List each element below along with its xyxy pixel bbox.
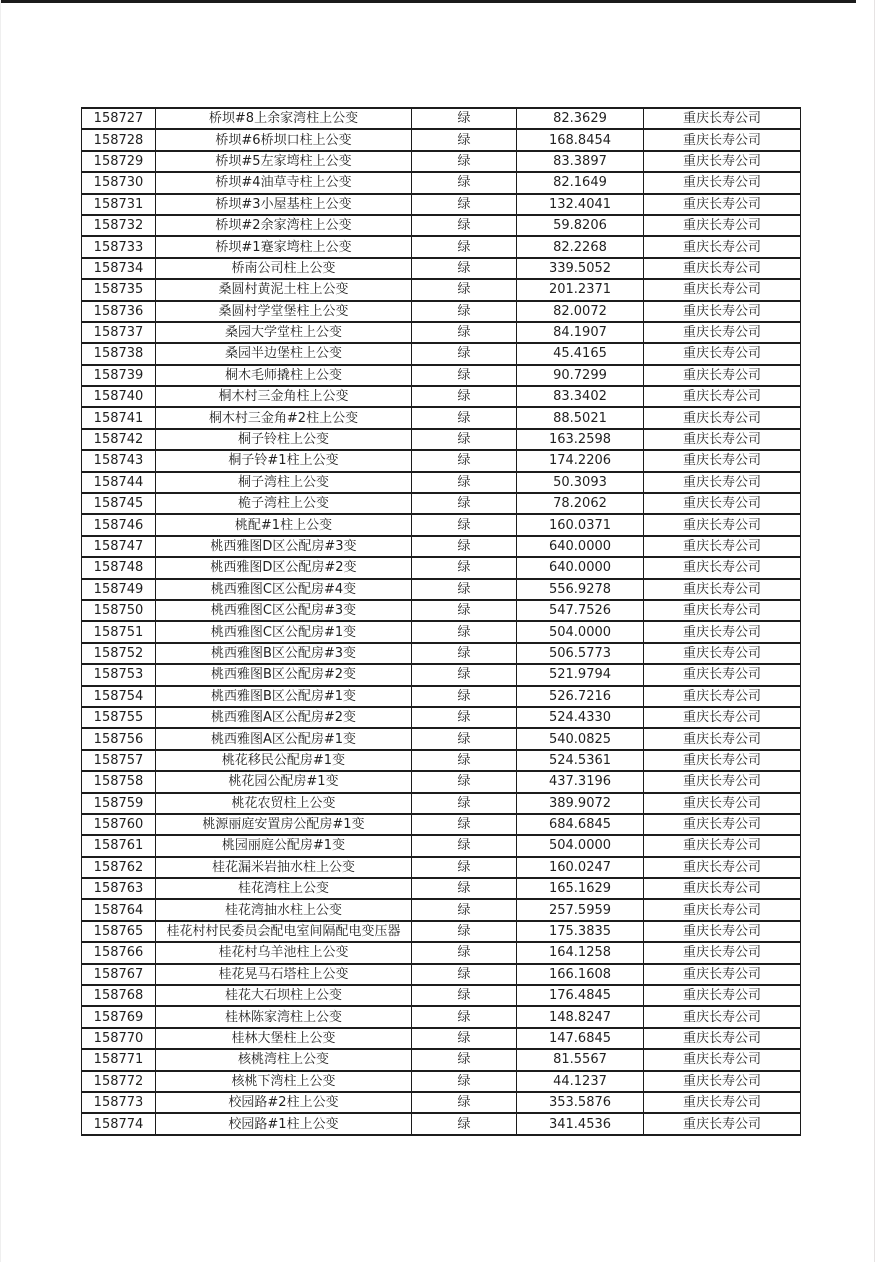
company-cell: 重庆长寿公司 <box>644 707 801 728</box>
device-name-cell: 校园路#1柱上公变 <box>156 1113 412 1134</box>
value-cell: 88.5021 <box>517 407 644 428</box>
row-id-cell: 158752 <box>82 643 156 664</box>
device-name-cell: 桐木村三金角柱上公变 <box>156 386 412 407</box>
status-cell: 绿 <box>412 1113 517 1134</box>
table-row <box>82 343 801 364</box>
company-cell: 重庆长寿公司 <box>644 151 801 172</box>
status-cell: 绿 <box>412 472 517 493</box>
device-name-cell: 桐子铃柱上公变 <box>156 429 412 450</box>
table-row <box>82 172 801 193</box>
row-id-cell: 158729 <box>82 151 156 172</box>
value-cell: 174.2206 <box>517 450 644 471</box>
value-cell: 504.0000 <box>517 621 644 642</box>
company-cell: 重庆长寿公司 <box>644 236 801 257</box>
row-id-cell: 158734 <box>82 258 156 279</box>
company-cell: 重庆长寿公司 <box>644 322 801 343</box>
table-row <box>82 621 801 642</box>
table-row <box>82 429 801 450</box>
status-cell: 绿 <box>412 536 517 557</box>
table-row <box>82 301 801 322</box>
status-cell: 绿 <box>412 942 517 963</box>
status-cell: 绿 <box>412 365 517 386</box>
row-id-cell: 158748 <box>82 557 156 578</box>
table-row <box>82 664 801 685</box>
table-row <box>82 771 801 792</box>
table-row <box>82 985 801 1006</box>
value-cell: 257.5959 <box>517 899 644 920</box>
value-cell: 168.8454 <box>517 129 644 150</box>
table-row <box>82 514 801 535</box>
company-cell: 重庆长寿公司 <box>644 750 801 771</box>
table-row <box>82 600 801 621</box>
row-id-cell: 158751 <box>82 621 156 642</box>
status-cell: 绿 <box>412 964 517 985</box>
table-row <box>82 279 801 300</box>
device-name-cell: 桐木村三金角#2柱上公变 <box>156 407 412 428</box>
value-cell: 82.0072 <box>517 301 644 322</box>
row-id-cell: 158749 <box>82 579 156 600</box>
device-name-cell: 桐子湾柱上公变 <box>156 472 412 493</box>
status-cell: 绿 <box>412 686 517 707</box>
status-cell: 绿 <box>412 899 517 920</box>
row-id-cell: 158768 <box>82 985 156 1006</box>
status-cell: 绿 <box>412 857 517 878</box>
status-cell: 绿 <box>412 493 517 514</box>
value-cell: 684.6845 <box>517 814 644 835</box>
row-id-cell: 158743 <box>82 450 156 471</box>
value-cell: 82.1649 <box>517 172 644 193</box>
company-cell: 重庆长寿公司 <box>644 899 801 920</box>
status-cell: 绿 <box>412 814 517 835</box>
device-name-cell: 桃西雅图C区公配房#1变 <box>156 621 412 642</box>
company-cell: 重庆长寿公司 <box>644 942 801 963</box>
status-cell: 绿 <box>412 386 517 407</box>
company-cell: 重庆长寿公司 <box>644 771 801 792</box>
row-id-cell: 158731 <box>82 194 156 215</box>
row-id-cell: 158766 <box>82 942 156 963</box>
row-id-cell: 158753 <box>82 664 156 685</box>
row-id-cell: 158737 <box>82 322 156 343</box>
row-id-cell: 158740 <box>82 386 156 407</box>
table-row <box>82 386 801 407</box>
table-row <box>82 964 801 985</box>
company-cell: 重庆长寿公司 <box>644 964 801 985</box>
table-row <box>82 857 801 878</box>
company-cell: 重庆长寿公司 <box>644 129 801 150</box>
device-name-cell: 桥坝#4油草寺柱上公变 <box>156 172 412 193</box>
company-cell: 重庆长寿公司 <box>644 450 801 471</box>
company-cell: 重庆长寿公司 <box>644 985 801 1006</box>
table-row <box>82 899 801 920</box>
company-cell: 重庆长寿公司 <box>644 386 801 407</box>
table-row <box>82 557 801 578</box>
company-cell: 重庆长寿公司 <box>644 536 801 557</box>
table-row <box>82 108 801 129</box>
scan-artifact-top-line <box>0 0 856 3</box>
row-id-cell: 158774 <box>82 1113 156 1134</box>
row-id-cell: 158747 <box>82 536 156 557</box>
status-cell: 绿 <box>412 707 517 728</box>
device-name-cell: 桂花湾抽水柱上公变 <box>156 899 412 920</box>
value-cell: 45.4165 <box>517 343 644 364</box>
status-cell: 绿 <box>412 194 517 215</box>
row-id-cell: 158736 <box>82 301 156 322</box>
device-name-cell: 桥坝#3小屋基柱上公变 <box>156 194 412 215</box>
scan-artifact-right-line <box>874 0 875 1262</box>
row-id-cell: 158754 <box>82 686 156 707</box>
value-cell: 175.3835 <box>517 921 644 942</box>
device-name-cell: 桥坝#8上余家湾柱上公变 <box>156 108 412 129</box>
device-name-cell: 桂花村村民委员会配电室间隔配电变压器 <box>156 921 412 942</box>
device-name-cell: 桃园丽庭公配房#1变 <box>156 835 412 856</box>
table-row <box>82 707 801 728</box>
value-cell: 82.3629 <box>517 108 644 129</box>
company-cell: 重庆长寿公司 <box>644 1113 801 1134</box>
device-name-cell: 桐木毛师撬柱上公变 <box>156 365 412 386</box>
device-name-cell: 桥坝#2余家湾柱上公变 <box>156 215 412 236</box>
device-name-cell: 校园路#2柱上公变 <box>156 1092 412 1113</box>
device-name-cell: 桃西雅图C区公配房#3变 <box>156 600 412 621</box>
transformer-data-table <box>81 107 801 1136</box>
status-cell: 绿 <box>412 878 517 899</box>
device-name-cell: 桃花农贸柱上公变 <box>156 793 412 814</box>
status-cell: 绿 <box>412 835 517 856</box>
company-cell: 重庆长寿公司 <box>644 686 801 707</box>
company-cell: 重庆长寿公司 <box>644 194 801 215</box>
value-cell: 50.3093 <box>517 472 644 493</box>
status-cell: 绿 <box>412 750 517 771</box>
table-row <box>82 536 801 557</box>
device-name-cell: 桃源丽庭安置房公配房#1变 <box>156 814 412 835</box>
company-cell: 重庆长寿公司 <box>644 472 801 493</box>
row-id-cell: 158739 <box>82 365 156 386</box>
status-cell: 绿 <box>412 1092 517 1113</box>
company-cell: 重庆长寿公司 <box>644 1092 801 1113</box>
table-row <box>82 878 801 899</box>
device-name-cell: 核桃下湾柱上公变 <box>156 1071 412 1092</box>
status-cell: 绿 <box>412 1071 517 1092</box>
table-row <box>82 407 801 428</box>
value-cell: 59.8206 <box>517 215 644 236</box>
status-cell: 绿 <box>412 579 517 600</box>
value-cell: 165.1629 <box>517 878 644 899</box>
table-row <box>82 579 801 600</box>
value-cell: 160.0247 <box>517 857 644 878</box>
company-cell: 重庆长寿公司 <box>644 493 801 514</box>
company-cell: 重庆长寿公司 <box>644 1006 801 1027</box>
value-cell: 526.7216 <box>517 686 644 707</box>
company-cell: 重庆长寿公司 <box>644 835 801 856</box>
row-id-cell: 158755 <box>82 707 156 728</box>
value-cell: 81.5567 <box>517 1049 644 1070</box>
value-cell: 504.0000 <box>517 835 644 856</box>
status-cell: 绿 <box>412 771 517 792</box>
table-row <box>82 1092 801 1113</box>
device-name-cell: 桑圆村黄泥土柱上公变 <box>156 279 412 300</box>
row-id-cell: 158742 <box>82 429 156 450</box>
row-id-cell: 158738 <box>82 343 156 364</box>
status-cell: 绿 <box>412 108 517 129</box>
status-cell: 绿 <box>412 343 517 364</box>
table-row <box>82 258 801 279</box>
value-cell: 201.2371 <box>517 279 644 300</box>
device-name-cell: 桥南公司柱上公变 <box>156 258 412 279</box>
status-cell: 绿 <box>412 600 517 621</box>
value-cell: 163.2598 <box>517 429 644 450</box>
company-cell: 重庆长寿公司 <box>644 557 801 578</box>
table-row <box>82 750 801 771</box>
status-cell: 绿 <box>412 793 517 814</box>
table-row <box>82 151 801 172</box>
company-cell: 重庆长寿公司 <box>644 407 801 428</box>
value-cell: 640.0000 <box>517 536 644 557</box>
device-name-cell: 桑园大学堂柱上公变 <box>156 322 412 343</box>
status-cell: 绿 <box>412 407 517 428</box>
value-cell: 437.3196 <box>517 771 644 792</box>
device-name-cell: 桥坝#6桥坝口柱上公变 <box>156 129 412 150</box>
row-id-cell: 158759 <box>82 793 156 814</box>
value-cell: 147.6845 <box>517 1028 644 1049</box>
value-cell: 524.4330 <box>517 707 644 728</box>
value-cell: 556.9278 <box>517 579 644 600</box>
table-row <box>82 1006 801 1027</box>
company-cell: 重庆长寿公司 <box>644 664 801 685</box>
row-id-cell: 158730 <box>82 172 156 193</box>
company-cell: 重庆长寿公司 <box>644 579 801 600</box>
row-id-cell: 158763 <box>82 878 156 899</box>
value-cell: 82.2268 <box>517 236 644 257</box>
row-id-cell: 158758 <box>82 771 156 792</box>
company-cell: 重庆长寿公司 <box>644 301 801 322</box>
status-cell: 绿 <box>412 514 517 535</box>
value-cell: 389.9072 <box>517 793 644 814</box>
status-cell: 绿 <box>412 450 517 471</box>
company-cell: 重庆长寿公司 <box>644 814 801 835</box>
device-name-cell: 桂花漏米岩抽水柱上公变 <box>156 857 412 878</box>
value-cell: 44.1237 <box>517 1071 644 1092</box>
row-id-cell: 158732 <box>82 215 156 236</box>
table-row <box>82 643 801 664</box>
table-row <box>82 921 801 942</box>
device-name-cell: 桑圆村学堂堡柱上公变 <box>156 301 412 322</box>
company-cell: 重庆长寿公司 <box>644 215 801 236</box>
status-cell: 绿 <box>412 322 517 343</box>
row-id-cell: 158769 <box>82 1006 156 1027</box>
row-id-cell: 158756 <box>82 728 156 749</box>
value-cell: 339.5052 <box>517 258 644 279</box>
status-cell: 绿 <box>412 557 517 578</box>
row-id-cell: 158750 <box>82 600 156 621</box>
device-name-cell: 桂花大石坝柱上公变 <box>156 985 412 1006</box>
company-cell: 重庆长寿公司 <box>644 793 801 814</box>
row-id-cell: 158741 <box>82 407 156 428</box>
device-name-cell: 桂花村乌羊池柱上公变 <box>156 942 412 963</box>
company-cell: 重庆长寿公司 <box>644 279 801 300</box>
status-cell: 绿 <box>412 258 517 279</box>
table-row <box>82 129 801 150</box>
table-row <box>82 365 801 386</box>
value-cell: 521.9794 <box>517 664 644 685</box>
status-cell: 绿 <box>412 1028 517 1049</box>
table-row <box>82 686 801 707</box>
table-row <box>82 472 801 493</box>
table-row <box>82 322 801 343</box>
status-cell: 绿 <box>412 215 517 236</box>
row-id-cell: 158767 <box>82 964 156 985</box>
device-name-cell: 桃西雅图A区公配房#2变 <box>156 707 412 728</box>
company-cell: 重庆长寿公司 <box>644 600 801 621</box>
row-id-cell: 158773 <box>82 1092 156 1113</box>
status-cell: 绿 <box>412 621 517 642</box>
value-cell: 506.5773 <box>517 643 644 664</box>
device-name-cell: 桃西雅图B区公配房#2变 <box>156 664 412 685</box>
row-id-cell: 158760 <box>82 814 156 835</box>
status-cell: 绿 <box>412 1049 517 1070</box>
row-id-cell: 158764 <box>82 899 156 920</box>
company-cell: 重庆长寿公司 <box>644 921 801 942</box>
device-name-cell: 桃花移民公配房#1变 <box>156 750 412 771</box>
row-id-cell: 158744 <box>82 472 156 493</box>
value-cell: 83.3402 <box>517 386 644 407</box>
company-cell: 重庆长寿公司 <box>644 429 801 450</box>
company-cell: 重庆长寿公司 <box>644 108 801 129</box>
value-cell: 83.3897 <box>517 151 644 172</box>
status-cell: 绿 <box>412 279 517 300</box>
row-id-cell: 158765 <box>82 921 156 942</box>
company-cell: 重庆长寿公司 <box>644 643 801 664</box>
status-cell: 绿 <box>412 1006 517 1027</box>
status-cell: 绿 <box>412 172 517 193</box>
row-id-cell: 158746 <box>82 514 156 535</box>
table-row <box>82 835 801 856</box>
company-cell: 重庆长寿公司 <box>644 728 801 749</box>
company-cell: 重庆长寿公司 <box>644 514 801 535</box>
device-name-cell: 核桃湾柱上公变 <box>156 1049 412 1070</box>
table-row <box>82 1028 801 1049</box>
value-cell: 166.1608 <box>517 964 644 985</box>
status-cell: 绿 <box>412 985 517 1006</box>
device-name-cell: 桑园半边堡柱上公变 <box>156 343 412 364</box>
value-cell: 540.0825 <box>517 728 644 749</box>
status-cell: 绿 <box>412 129 517 150</box>
status-cell: 绿 <box>412 236 517 257</box>
device-name-cell: 桂花湾柱上公变 <box>156 878 412 899</box>
status-cell: 绿 <box>412 921 517 942</box>
device-name-cell: 桃花园公配房#1变 <box>156 771 412 792</box>
company-cell: 重庆长寿公司 <box>644 1049 801 1070</box>
table-row <box>82 450 801 471</box>
table-row <box>82 793 801 814</box>
company-cell: 重庆长寿公司 <box>644 343 801 364</box>
device-name-cell: 桂林大堡柱上公变 <box>156 1028 412 1049</box>
row-id-cell: 158762 <box>82 857 156 878</box>
table-row <box>82 1049 801 1070</box>
row-id-cell: 158745 <box>82 493 156 514</box>
status-cell: 绿 <box>412 664 517 685</box>
value-cell: 547.7526 <box>517 600 644 621</box>
value-cell: 84.1907 <box>517 322 644 343</box>
row-id-cell: 158761 <box>82 835 156 856</box>
status-cell: 绿 <box>412 643 517 664</box>
status-cell: 绿 <box>412 151 517 172</box>
device-name-cell: 桃西雅图B区公配房#1变 <box>156 686 412 707</box>
device-name-cell: 桃配#1柱上公变 <box>156 514 412 535</box>
value-cell: 341.4536 <box>517 1113 644 1134</box>
table-row <box>82 1113 801 1134</box>
row-id-cell: 158728 <box>82 129 156 150</box>
row-id-cell: 158770 <box>82 1028 156 1049</box>
row-id-cell: 158727 <box>82 108 156 129</box>
value-cell: 640.0000 <box>517 557 644 578</box>
device-name-cell: 桃西雅图D区公配房#3变 <box>156 536 412 557</box>
device-name-cell: 桐子铃#1柱上公变 <box>156 450 412 471</box>
device-name-cell: 桃西雅图D区公配房#2变 <box>156 557 412 578</box>
value-cell: 160.0371 <box>517 514 644 535</box>
company-cell: 重庆长寿公司 <box>644 1028 801 1049</box>
status-cell: 绿 <box>412 301 517 322</box>
device-name-cell: 桥坝#1蹇家塆柱上公变 <box>156 236 412 257</box>
table-row <box>82 1071 801 1092</box>
value-cell: 148.8247 <box>517 1006 644 1027</box>
device-name-cell: 桅子湾柱上公变 <box>156 493 412 514</box>
company-cell: 重庆长寿公司 <box>644 258 801 279</box>
row-id-cell: 158757 <box>82 750 156 771</box>
value-cell: 176.4845 <box>517 985 644 1006</box>
status-cell: 绿 <box>412 429 517 450</box>
company-cell: 重庆长寿公司 <box>644 857 801 878</box>
value-cell: 78.2062 <box>517 493 644 514</box>
device-name-cell: 桃西雅图B区公配房#3变 <box>156 643 412 664</box>
device-name-cell: 桥坝#5左家塆柱上公变 <box>156 151 412 172</box>
company-cell: 重庆长寿公司 <box>644 365 801 386</box>
device-name-cell: 桂花晃马石塔柱上公变 <box>156 964 412 985</box>
device-name-cell: 桃西雅图C区公配房#4变 <box>156 579 412 600</box>
table-row <box>82 493 801 514</box>
row-id-cell: 158733 <box>82 236 156 257</box>
row-id-cell: 158772 <box>82 1071 156 1092</box>
table-row <box>82 942 801 963</box>
table-row <box>82 728 801 749</box>
table-row <box>82 215 801 236</box>
company-cell: 重庆长寿公司 <box>644 1071 801 1092</box>
table-row <box>82 236 801 257</box>
row-id-cell: 158771 <box>82 1049 156 1070</box>
company-cell: 重庆长寿公司 <box>644 621 801 642</box>
value-cell: 524.5361 <box>517 750 644 771</box>
table-body <box>82 108 801 1135</box>
value-cell: 164.1258 <box>517 942 644 963</box>
table-row <box>82 814 801 835</box>
scan-artifact-left-line <box>0 0 1 1262</box>
status-cell: 绿 <box>412 728 517 749</box>
value-cell: 132.4041 <box>517 194 644 215</box>
table-row <box>82 194 801 215</box>
company-cell: 重庆长寿公司 <box>644 172 801 193</box>
device-name-cell: 桃西雅图A区公配房#1变 <box>156 728 412 749</box>
value-cell: 90.7299 <box>517 365 644 386</box>
row-id-cell: 158735 <box>82 279 156 300</box>
value-cell: 353.5876 <box>517 1092 644 1113</box>
device-name-cell: 桂林陈家湾柱上公变 <box>156 1006 412 1027</box>
company-cell: 重庆长寿公司 <box>644 878 801 899</box>
